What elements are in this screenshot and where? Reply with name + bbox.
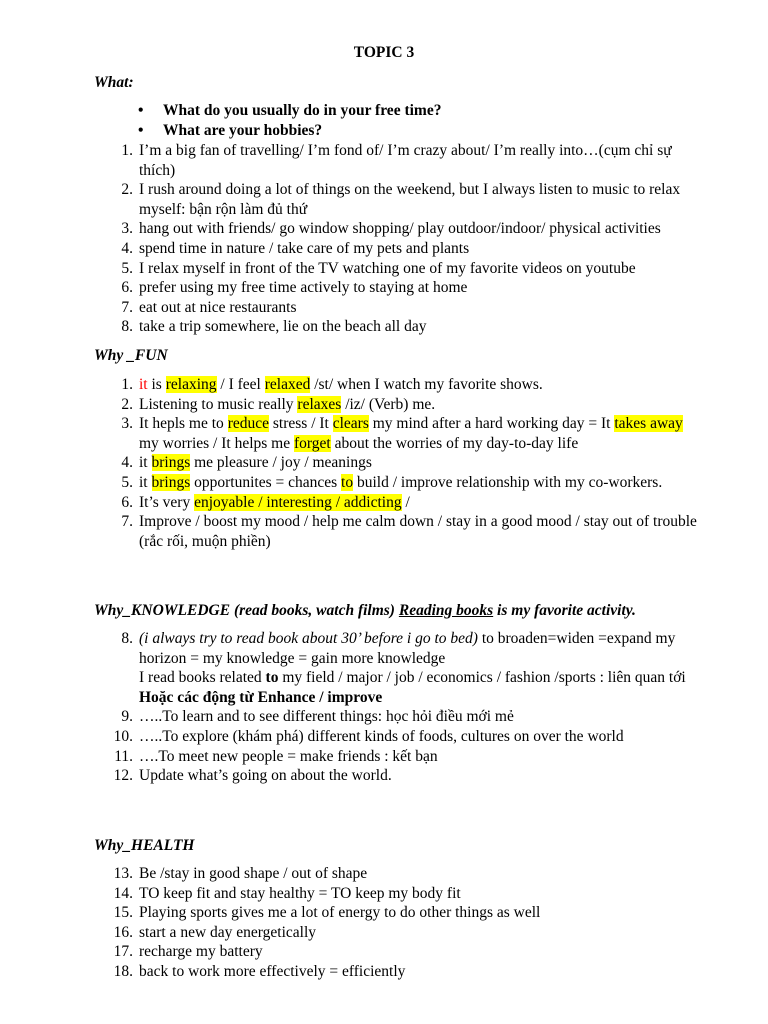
list-text: recharge my battery — [139, 943, 263, 961]
list-item — [0, 707, 699, 727]
text-run: Listening to music really — [139, 395, 298, 413]
text-run: Improve / boost my mood / help me calm down / stay in a good mood / stay out of trouble (rắc rối, muộn phiền) — [139, 513, 697, 550]
text-run: my mind after a hard working day = It — [368, 415, 615, 433]
bullet-dot-icon: • — [138, 102, 144, 119]
fun-heading: Why _FUN — [94, 347, 168, 364]
health-heading: Why_HEALTH — [94, 837, 195, 854]
text-run: ….To meet new people = make friends : kết bạn — [139, 747, 438, 765]
list-item — [0, 259, 699, 279]
list-number: 10. — [113, 727, 133, 745]
list-text: I’m a big fan of travelling/ I’m fond of/ I’m crazy about/ I’m really into…(cụm chỉ sự thích) — [139, 142, 672, 179]
list-item — [0, 629, 699, 668]
heading-run: is my favorite activity. — [493, 602, 636, 619]
list-number: 8. — [121, 630, 133, 647]
text-run: it — [139, 454, 152, 472]
list-item — [0, 923, 699, 943]
highlighted-text: relaxing — [165, 376, 217, 393]
list-number: 1. — [121, 142, 133, 159]
list-number: 1. — [121, 376, 133, 393]
list-number: 2. — [121, 395, 133, 413]
list-text — [139, 396, 435, 413]
list-number: 6. — [121, 493, 133, 511]
text-run: is — [147, 376, 166, 393]
text-run: I read books related — [139, 669, 266, 687]
text-run: about the worries of my day-to-day life — [330, 434, 579, 452]
text-run: /st/ when I watch my favorite shows. — [310, 376, 543, 393]
list-number: 15. — [113, 904, 133, 922]
list-number: 7. — [121, 298, 133, 316]
list-number: 14. — [113, 884, 133, 902]
list-number: 3. — [121, 415, 133, 433]
list-text: back to work more effectively = efficiently — [139, 962, 406, 980]
list-item — [0, 414, 699, 453]
list-item — [0, 962, 699, 982]
text-run: stress / It — [269, 415, 333, 433]
bullet-text: What do you usually do in your free time? — [163, 102, 442, 119]
list-item — [0, 884, 699, 904]
highlighted-text: relaxed — [264, 376, 311, 393]
health-list — [0, 864, 768, 982]
text-run: build / improve relationship with my co-workers. — [353, 473, 663, 491]
list-text: eat out at nice restaurants — [139, 298, 297, 316]
list-item — [0, 668, 699, 688]
highlighted-text: reduce — [227, 415, 269, 433]
list-item — [0, 395, 699, 415]
list-text — [139, 474, 662, 491]
text-run: my worries / It helps me — [139, 434, 294, 452]
list-text — [139, 708, 514, 725]
list-number: 8. — [121, 318, 133, 336]
text-run: / I feel — [216, 376, 265, 393]
list-text — [139, 454, 372, 471]
text-run: it — [139, 376, 148, 393]
text-run: Update what’s going on about the world. — [139, 767, 392, 785]
highlighted-text: clears — [332, 415, 369, 433]
list-text — [139, 728, 624, 745]
highlighted-text: enjoyable / interesting / addicting — [194, 493, 402, 511]
list-item — [0, 180, 699, 219]
list-number: 7. — [121, 513, 133, 531]
knowledge-heading — [94, 601, 636, 621]
list-item — [0, 239, 699, 259]
list-text — [139, 669, 686, 686]
list-item — [0, 453, 699, 473]
knowledge-list — [0, 629, 768, 786]
fun-list — [0, 375, 768, 551]
list-item — [0, 317, 699, 337]
list-text: Playing sports gives me a lot of energy to do other things as well — [139, 904, 541, 922]
list-text — [139, 376, 543, 393]
list-number: 16. — [113, 923, 133, 941]
text-run: to — [265, 669, 279, 687]
list-text: take a trip somewhere, lie on the beach all day — [139, 318, 427, 336]
page-title: TOPIC 3 — [353, 44, 415, 61]
list-number: 13. — [113, 865, 133, 882]
list-text: TO keep fit and stay healthy = TO keep my body fit — [139, 884, 461, 902]
text-run: opportunites = chances — [190, 473, 342, 491]
list-text — [139, 689, 382, 706]
list-number: 12. — [113, 767, 133, 785]
list-item — [0, 688, 699, 708]
highlighted-text: relaxes — [297, 395, 342, 413]
list-text: I relax myself in front of the TV watching one of my favorite videos on youtube — [139, 259, 636, 277]
list-text: spend time in nature / take care of my pets and plants — [139, 239, 470, 257]
text-run: …..To learn and to see different things: học hỏi điều mới mẻ — [139, 708, 514, 726]
list-text — [139, 630, 675, 667]
list-text: Be /stay in good shape / out of shape — [139, 865, 368, 882]
text-run: my field / major / job / economics / fashion /sports : liên quan tới — [278, 669, 686, 687]
highlighted-text: brings — [151, 473, 191, 491]
list-number: 4. — [121, 454, 133, 472]
list-item — [0, 903, 699, 923]
text-run: (i always try to read book about 30’ before i go to bed) — [139, 630, 478, 647]
list-number: 18. — [113, 962, 133, 980]
list-item — [0, 298, 699, 318]
highlighted-text: to — [341, 473, 354, 491]
list-number: 17. — [113, 943, 133, 961]
list-number: 6. — [121, 279, 133, 297]
highlighted-text: brings — [151, 454, 191, 472]
list-item — [0, 766, 699, 786]
text-run: It’s very — [139, 493, 195, 511]
list-text: I rush around doing a lot of things on the weekend, but I always listen to music to relax myself: bận rộn làm đủ thứ — [139, 181, 681, 218]
list-item — [0, 278, 699, 298]
list-item — [0, 747, 699, 767]
list-text — [139, 415, 683, 452]
what-heading: What: — [94, 74, 134, 91]
list-text — [139, 513, 697, 550]
text-run: / — [401, 493, 410, 511]
list-item — [0, 219, 699, 239]
text-run: Hoặc các động từ Enhance / improve — [139, 688, 383, 706]
list-item — [0, 942, 699, 962]
highlighted-text: forget — [293, 434, 331, 452]
list-number: 5. — [121, 259, 133, 277]
highlighted-text: takes away — [614, 415, 683, 433]
list-item — [0, 375, 699, 395]
list-item — [0, 141, 699, 180]
list-item — [0, 493, 699, 513]
list-number: 9. — [121, 708, 133, 726]
heading-run: Why_KNOWLEDGE (read books, watch films) — [94, 602, 399, 619]
bullet-text: What are your hobbies? — [163, 121, 323, 139]
text-run: …..To explore (khám phá) different kinds of foods, cultures on over the world — [139, 727, 624, 745]
text-run: It hepls me to — [139, 415, 228, 433]
list-number: 2. — [121, 181, 133, 199]
list-number: 3. — [121, 220, 133, 238]
list-text: start a new day energetically — [139, 923, 317, 941]
bullet-dot-icon: • — [138, 121, 144, 139]
text-run: /iz/ (Verb) me. — [341, 395, 436, 413]
list-number: 11. — [114, 747, 133, 765]
list-number: 4. — [121, 239, 133, 257]
text-run: it — [139, 473, 152, 491]
list-number: 5. — [121, 473, 133, 491]
text-run: me pleasure / joy / meanings — [190, 454, 372, 472]
list-item — [0, 727, 699, 747]
text-run: to broaden=widen =expand my horizon = my knowledge = gain more knowledge — [139, 630, 676, 667]
list-text: prefer using my free time actively to staying at home — [139, 279, 468, 297]
list-text — [139, 767, 392, 784]
list-item — [0, 512, 699, 551]
what-list — [0, 141, 768, 337]
list-text — [139, 748, 438, 765]
list-item — [0, 473, 699, 493]
list-item — [0, 864, 699, 884]
heading-run: Reading books — [398, 602, 494, 619]
list-text — [139, 494, 410, 511]
list-text: hang out with friends/ go window shopping/ play outdoor/indoor/ physical activities — [139, 220, 661, 238]
